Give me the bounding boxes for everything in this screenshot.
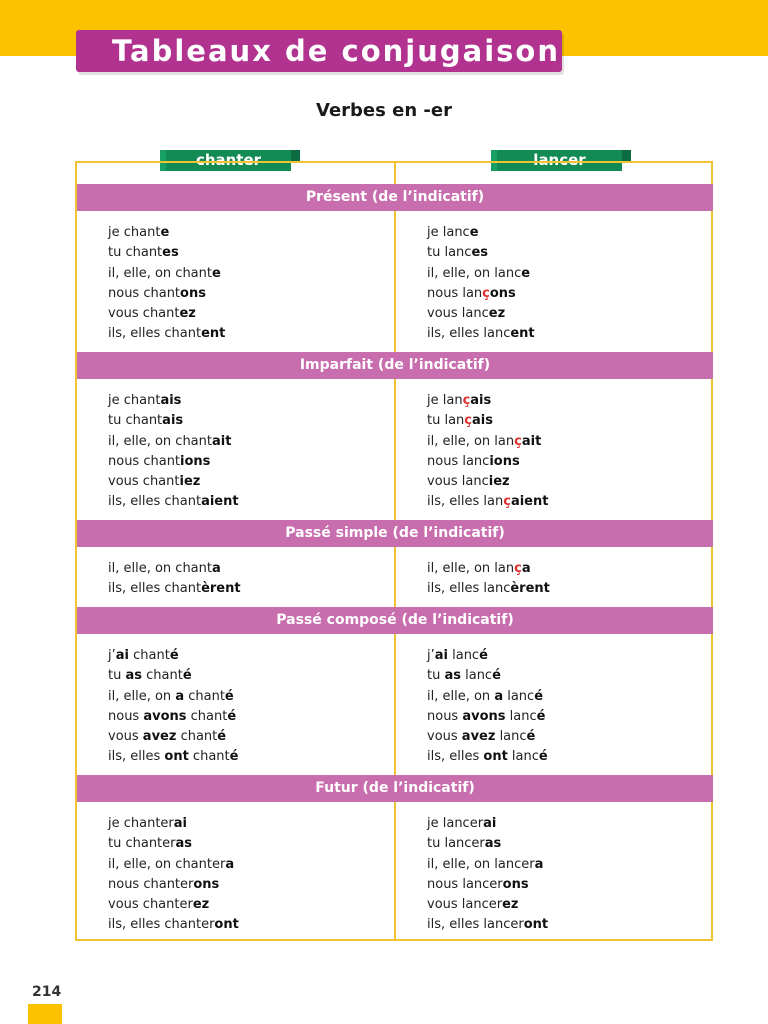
section-header: Imparfait (de l’indicatif) bbox=[77, 352, 713, 379]
conjugation-line: il, elle, on chantait bbox=[108, 433, 232, 449]
conjugation-line: nous avons lancé bbox=[427, 708, 546, 724]
conjugation-line: il, elle, on chante bbox=[108, 265, 221, 281]
conjugation-list-chanter bbox=[108, 223, 225, 345]
conjugation-line: il, elle, on a chanté bbox=[108, 688, 234, 704]
conjugation-list-chanter bbox=[108, 391, 239, 513]
conjugation-line: ils, elles chantèrent bbox=[108, 581, 241, 597]
conjugation-line: vous lanciez bbox=[427, 474, 510, 490]
conjugation-list-lancer bbox=[427, 559, 550, 600]
conjugation-line: nous avons chanté bbox=[108, 708, 237, 724]
conjugation-list-lancer bbox=[427, 223, 535, 345]
conjugation-line: ils, elles lancèrent bbox=[427, 581, 550, 597]
conjugation-line: vous lancez bbox=[427, 306, 506, 322]
conjugation-line: tu lançais bbox=[427, 413, 493, 429]
conjugation-line: vous chantiez bbox=[108, 474, 201, 490]
conjugation-line: nous lancerons bbox=[427, 876, 529, 892]
conjugation-line: vous avez chanté bbox=[108, 729, 227, 745]
conjugation-line: ils, elles chantent bbox=[108, 326, 226, 342]
title-banner bbox=[76, 30, 562, 72]
conjugation-line: nous chanterons bbox=[108, 876, 220, 892]
conjugation-line: je lancerai bbox=[427, 816, 497, 831]
conjugation-line: il, elle, on lancera bbox=[427, 856, 544, 872]
conjugation-line: ils, elles ont chanté bbox=[108, 749, 239, 765]
conjugation-line: vous chanterez bbox=[108, 897, 210, 913]
conjugation-line: je lance bbox=[427, 225, 479, 240]
page-number: 214 bbox=[32, 984, 62, 1000]
column-divider bbox=[394, 161, 396, 941]
verb-tab-chanter: chanter bbox=[166, 150, 291, 171]
conjugation-line: ils, elles lancent bbox=[427, 326, 535, 342]
verb-tab-lancer: lancer bbox=[497, 150, 622, 171]
section-header: Passé simple (de l’indicatif) bbox=[77, 520, 713, 547]
conjugation-line: nous lançons bbox=[427, 285, 516, 301]
conjugation-line: j’ai chanté bbox=[108, 648, 179, 663]
section-header: Présent (de l’indicatif) bbox=[77, 184, 713, 211]
conjugation-line: tu lances bbox=[427, 245, 488, 261]
conjugation-list-chanter bbox=[108, 646, 238, 768]
conjugation-line: vous avez lancé bbox=[427, 729, 536, 745]
conjugation-line: j’ai lancé bbox=[427, 648, 488, 663]
conjugation-line: je lançais bbox=[427, 393, 492, 408]
page-title: Tableaux de conjugaison bbox=[112, 34, 560, 68]
conjugation-line: il, elle, on chanta bbox=[108, 561, 221, 576]
conjugation-line: je chantais bbox=[108, 393, 182, 408]
conjugation-line: il, elle, on chantera bbox=[108, 856, 235, 872]
conjugation-list-chanter bbox=[108, 814, 239, 936]
conjugation-line: ils, elles lançaient bbox=[427, 494, 549, 510]
conjugation-list-chanter bbox=[108, 559, 241, 600]
page-subtitle: Verbes en -er bbox=[316, 100, 452, 121]
conjugation-line: tu lanceras bbox=[427, 836, 502, 852]
conjugation-line: vous lancerez bbox=[427, 897, 519, 913]
conjugation-line: tu as chanté bbox=[108, 668, 192, 684]
conjugation-line: ils, elles lanceront bbox=[427, 917, 549, 933]
conjugation-line: ils, elles chanteront bbox=[108, 917, 239, 933]
page-corner-tab bbox=[28, 1004, 62, 1024]
conjugation-line: vous chantez bbox=[108, 306, 196, 322]
conjugation-line: tu chanteras bbox=[108, 836, 193, 852]
conjugation-line: nous chantions bbox=[108, 453, 211, 469]
conjugation-list-lancer bbox=[427, 646, 548, 768]
conjugation-line: il, elle, on lançait bbox=[427, 433, 542, 449]
conjugation-line: je chante bbox=[108, 225, 170, 240]
conjugation-line: nous lancions bbox=[427, 453, 520, 469]
conjugation-line: je chanterai bbox=[108, 816, 188, 831]
conjugation-line: ils, elles ont lancé bbox=[427, 749, 548, 765]
conjugation-line: ils, elles chantaient bbox=[108, 494, 239, 510]
conjugation-line: il, elle, on lança bbox=[427, 561, 531, 576]
conjugation-line: tu as lancé bbox=[427, 668, 501, 684]
section-header: Futur (de l’indicatif) bbox=[77, 775, 713, 802]
conjugation-line: tu chantes bbox=[108, 245, 179, 261]
conjugation-list-lancer bbox=[427, 814, 548, 936]
conjugation-line: nous chantons bbox=[108, 285, 206, 301]
conjugation-list-lancer bbox=[427, 391, 548, 513]
conjugation-line: il, elle, on a lancé bbox=[427, 688, 544, 704]
section-header: Passé composé (de l’indicatif) bbox=[77, 607, 713, 634]
conjugation-line: tu chantais bbox=[108, 413, 184, 429]
conjugation-line: il, elle, on lance bbox=[427, 265, 531, 281]
